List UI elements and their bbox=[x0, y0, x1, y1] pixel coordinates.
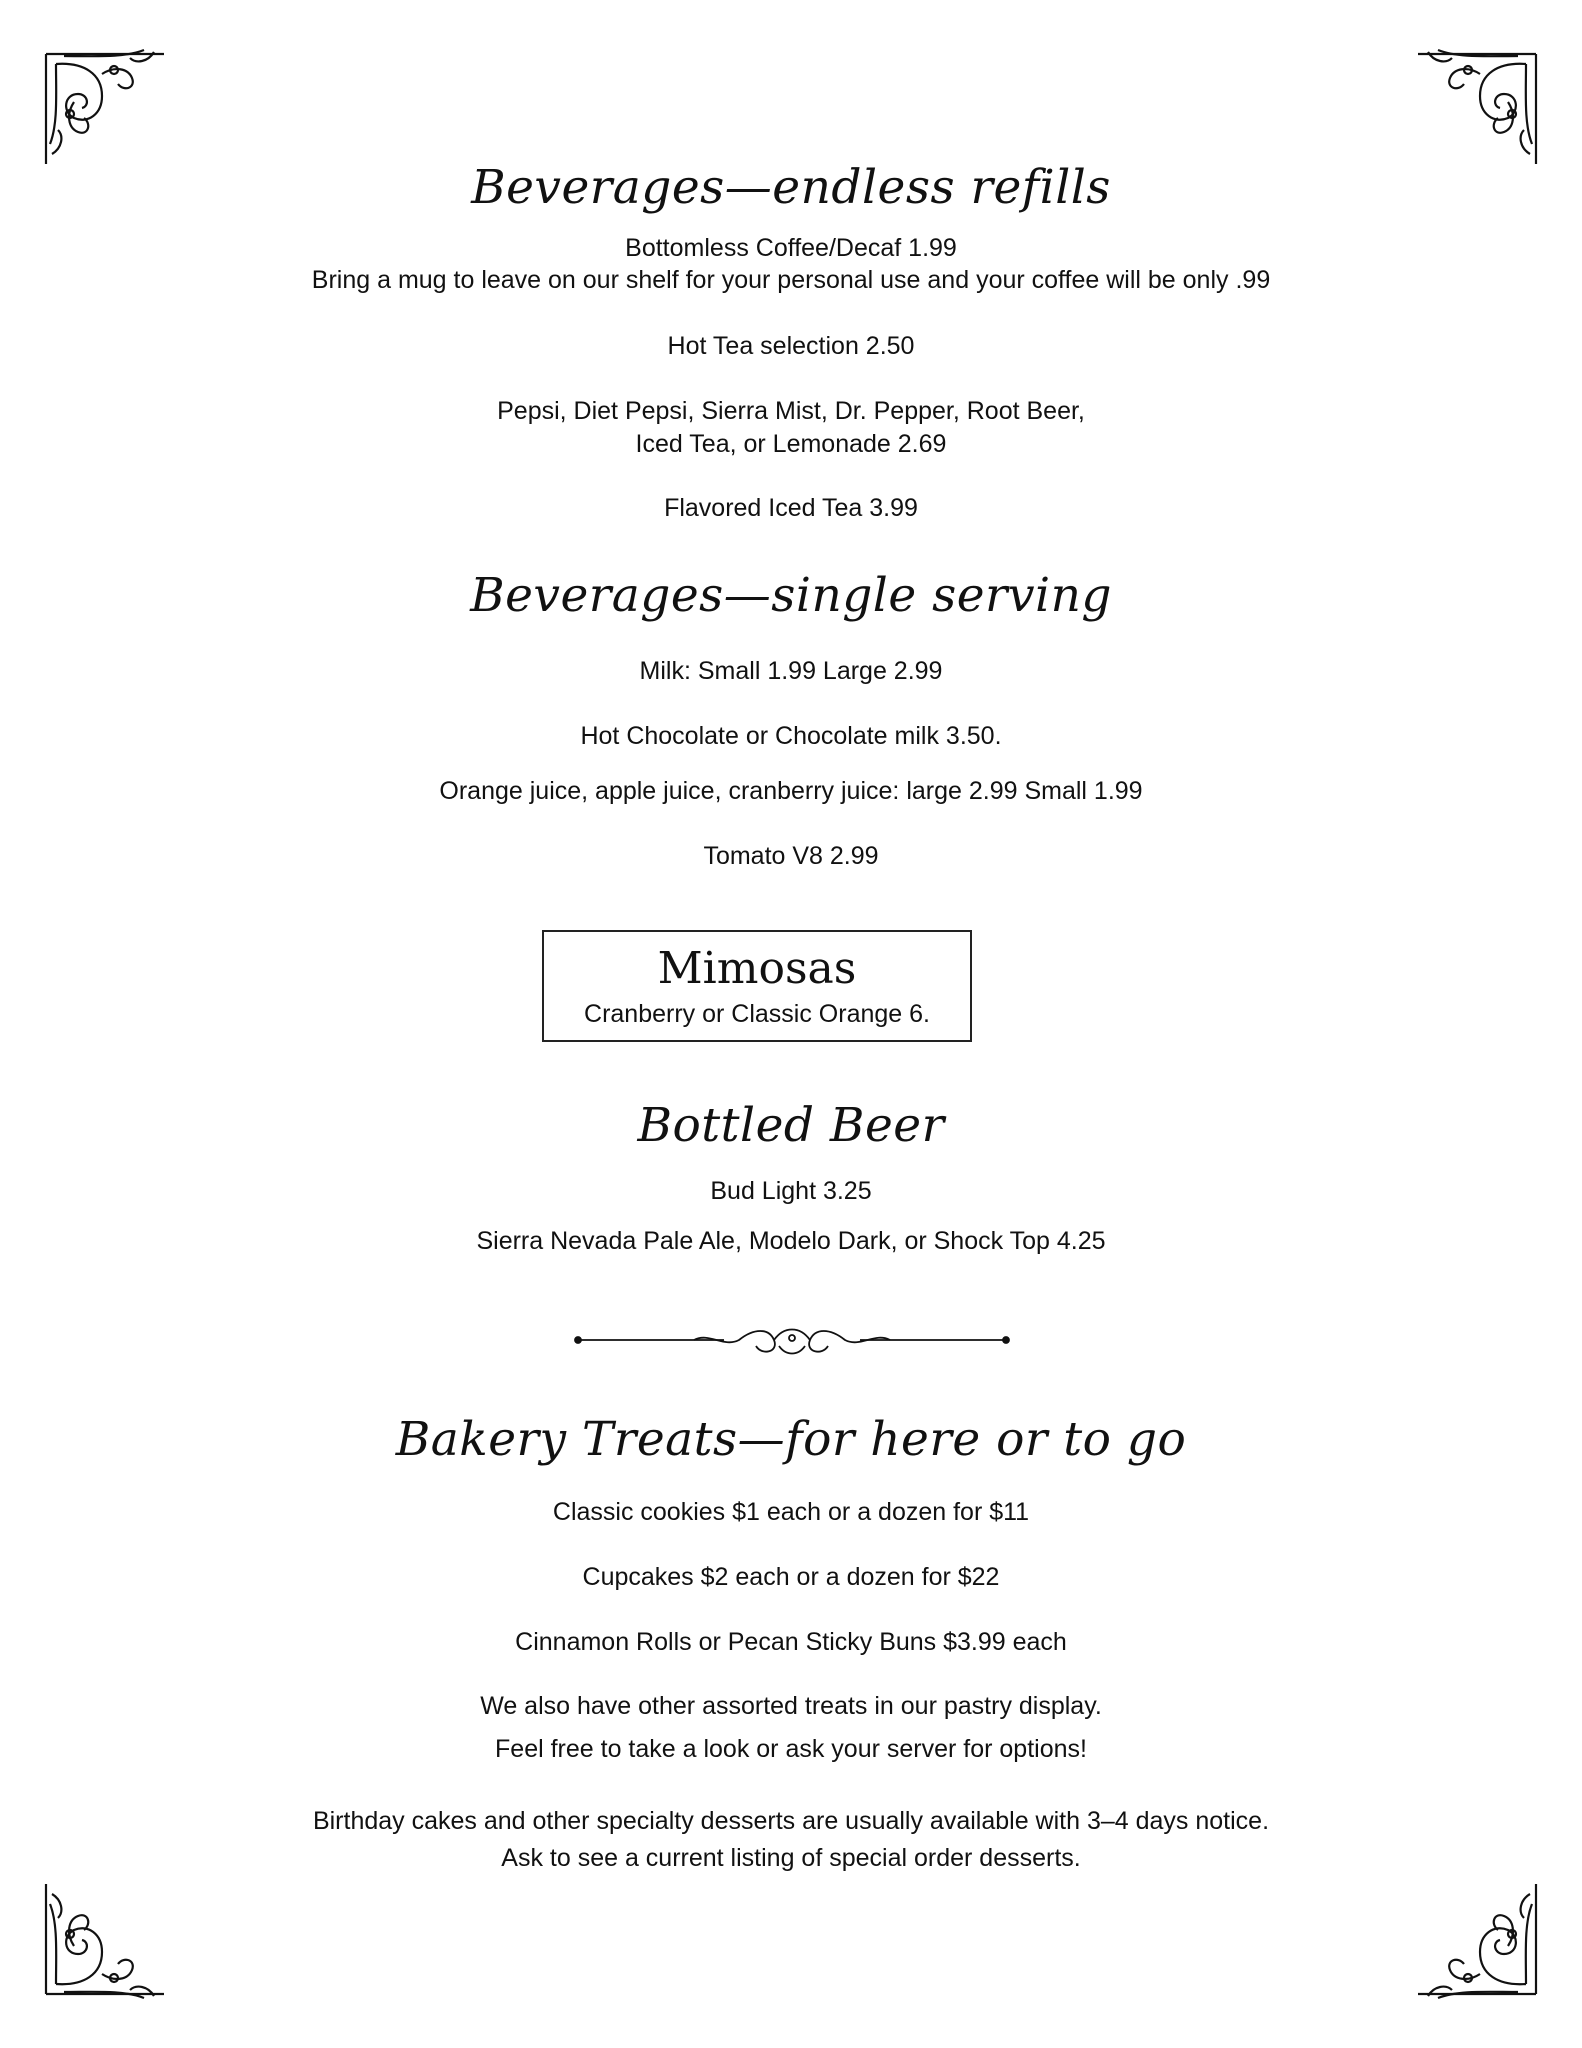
menu-line: Ask to see a current listing of special order desserts. bbox=[501, 1844, 1081, 1872]
menu-line: Bud Light 3.25 bbox=[710, 1177, 872, 1205]
menu-line: Classic cookies $1 each or a dozen for $11 bbox=[552, 1498, 1030, 1526]
section-title-single-serving: Beverages—single serving bbox=[470, 568, 1112, 623]
menu-line: Hot Tea selection 2.50 bbox=[667, 332, 915, 360]
corner-flourish-icon bbox=[44, 44, 164, 164]
menu-line: Orange juice, apple juice, cranberry juice: large 2.99 Small 1.99 bbox=[439, 777, 1143, 805]
menu-line: Bring a mug to leave on our shelf for your personal use and your coffee will be only .99 bbox=[311, 266, 1271, 294]
menu-line: Bottomless Coffee/Decaf 1.99 bbox=[625, 234, 957, 262]
menu-line: Hot Chocolate or Chocolate milk 3.50. bbox=[580, 722, 1002, 750]
menu-line: Cinnamon Rolls or Pecan Sticky Buns $3.99 each bbox=[515, 1628, 1067, 1656]
menu-line: Flavored Iced Tea 3.99 bbox=[664, 494, 918, 522]
corner-flourish-icon bbox=[1418, 44, 1538, 164]
menu-line: Tomato V8 2.99 bbox=[703, 842, 879, 870]
section-title-endless-refills: Beverages—endless refills bbox=[471, 160, 1111, 215]
menu-line: Feel free to take a look or ask your server for options! bbox=[495, 1735, 1087, 1763]
section-title-bottled-beer: Bottled Beer bbox=[637, 1098, 945, 1153]
menu-line: Milk: Small 1.99 Large 2.99 bbox=[639, 657, 943, 685]
menu-line: Iced Tea, or Lemonade 2.69 bbox=[635, 430, 947, 458]
menu-line: Pepsi, Diet Pepsi, Sierra Mist, Dr. Pepper, Root Beer, bbox=[497, 397, 1085, 425]
flourish-divider-icon bbox=[574, 1318, 1010, 1362]
corner-flourish-icon bbox=[44, 1884, 164, 2004]
menu-line: Cupcakes $2 each or a dozen for $22 bbox=[582, 1563, 1000, 1591]
section-title-bakery: Bakery Treats—for here or to go bbox=[395, 1412, 1187, 1467]
corner-flourish-icon bbox=[1418, 1884, 1538, 2004]
menu-line: Sierra Nevada Pale Ale, Modelo Dark, or Shock Top 4.25 bbox=[476, 1227, 1106, 1255]
section-title-mimosas: Mimosas bbox=[657, 943, 857, 994]
mimosas-box bbox=[542, 930, 972, 1042]
mimosas-text: Cranberry or Classic Orange 6. bbox=[584, 1000, 930, 1028]
menu-line: We also have other assorted treats in our pastry display. bbox=[480, 1692, 1102, 1720]
menu-line: Birthday cakes and other specialty desserts are usually available with 3–4 days notice. bbox=[312, 1807, 1270, 1835]
